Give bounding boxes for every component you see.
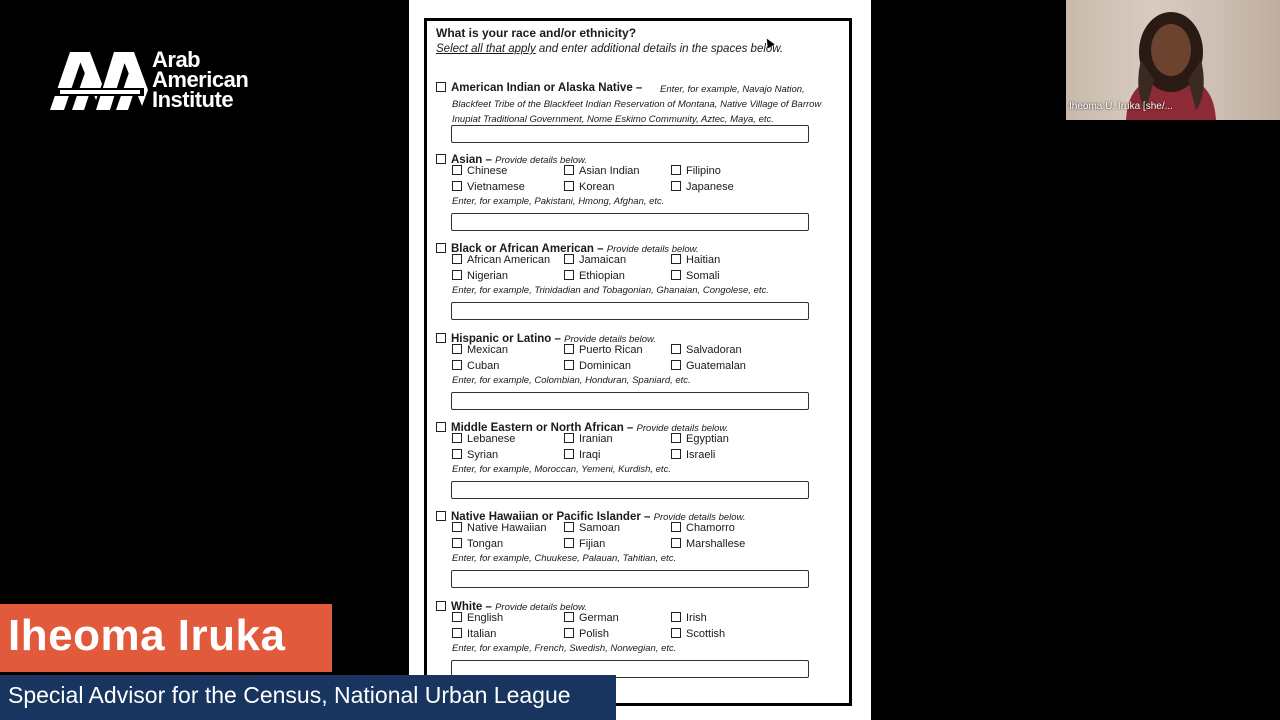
option-checkbox[interactable] (671, 538, 681, 548)
instruction-underlined: Select all that apply (436, 43, 536, 55)
option-item[interactable] (452, 612, 503, 624)
option-checkbox[interactable] (452, 449, 462, 459)
option-checkbox[interactable] (671, 254, 681, 264)
american-indian-desc: Enter, for example, Navajo Nation, Blackfeet Tribe of the Blackfeet Indian Reservation of Montana, Native Village of Barrow Inupiat Traditional Government, Nome Eskimo Community, Aztec, Maya, etc. (452, 84, 822, 125)
section-hint: Provide details below. (653, 512, 746, 523)
option-checkbox[interactable] (564, 433, 574, 443)
option-item[interactable] (671, 254, 720, 266)
section-checkbox[interactable] (436, 154, 446, 164)
option-item[interactable] (452, 433, 515, 445)
question-instruction (436, 43, 783, 55)
american-indian-label: American Indian or Alaska Native – (451, 82, 643, 94)
example-text: Enter, for example, Trinidadian and Tobagonian, Ghanaian, Congolese, etc. (452, 285, 769, 296)
section-hint: Provide details below. (606, 244, 699, 255)
option-item[interactable] (671, 360, 746, 372)
option-label: Iranian (579, 433, 613, 445)
example-text: Enter, for example, Chuukese, Palauan, Tahitian, etc. (452, 553, 677, 564)
option-item[interactable] (452, 165, 507, 177)
option-item[interactable] (564, 433, 613, 445)
option-checkbox[interactable] (564, 612, 574, 622)
details-entry-box[interactable] (451, 213, 809, 231)
example-text: Enter, for example, Moroccan, Yemeni, Kurdish, etc. (452, 464, 671, 475)
option-checkbox[interactable] (564, 181, 574, 191)
section-checkbox[interactable] (436, 422, 446, 432)
option-label: Syrian (467, 449, 499, 461)
option-item[interactable] (671, 165, 721, 177)
option-label: Japanese (686, 181, 734, 193)
option-checkbox[interactable] (452, 522, 462, 532)
option-checkbox[interactable] (452, 254, 462, 264)
option-checkbox[interactable] (452, 433, 462, 443)
option-label: Ethiopian (579, 270, 625, 282)
option-item[interactable] (452, 344, 508, 356)
option-checkbox[interactable] (452, 612, 462, 622)
option-label: Italian (467, 628, 497, 640)
example-text: Enter, for example, French, Swedish, Norwegian, etc. (452, 643, 677, 654)
option-checkbox[interactable] (452, 165, 462, 175)
section-label: Native Hawaiian or Pacific Islander – (451, 511, 654, 523)
option-item[interactable] (564, 538, 605, 550)
option-item[interactable] (671, 538, 745, 550)
option-label: Somali (686, 270, 720, 282)
option-item[interactable] (452, 360, 499, 372)
option-item[interactable] (452, 522, 546, 534)
option-item[interactable] (564, 612, 619, 624)
section-label: Middle Eastern or North African – (451, 422, 637, 434)
logo-line-3: Institute (152, 87, 234, 112)
participant-name-label: Iheoma U. Iruka [she/... (1069, 101, 1173, 112)
option-item[interactable] (671, 522, 735, 534)
details-entry-box[interactable] (451, 302, 809, 320)
logo-line-2: American (152, 67, 249, 92)
option-label: Nigerian (467, 270, 508, 282)
option-label: Samoan (579, 522, 620, 534)
instruction-rest: and enter additional details in the spaces below. (535, 43, 784, 55)
option-item[interactable] (671, 433, 729, 445)
option-checkbox[interactable] (671, 449, 681, 459)
option-label: Filipino (686, 165, 721, 177)
option-label: Irish (686, 612, 707, 624)
section-checkbox[interactable] (436, 601, 446, 611)
section-label: White – (451, 601, 496, 613)
option-checkbox[interactable] (671, 360, 681, 370)
option-item[interactable] (671, 628, 725, 640)
details-entry-box[interactable] (451, 570, 809, 588)
option-label: Fijian (579, 538, 606, 550)
option-item[interactable] (671, 270, 720, 282)
speaker-name: Iheoma Iruka (8, 611, 286, 660)
example-text: Enter, for example, Pakistani, Hmong, Afghan, etc. (452, 196, 665, 207)
option-label: Marshallese (686, 538, 746, 550)
option-checkbox[interactable] (671, 270, 681, 280)
option-checkbox[interactable] (564, 449, 574, 459)
section-hint: Provide details below. (495, 602, 587, 613)
logo-line-1: Arab (152, 47, 201, 72)
option-item[interactable] (564, 165, 640, 177)
option-label: Tongan (467, 538, 504, 550)
option-checkbox[interactable] (671, 181, 681, 191)
option-label: Jamaican (579, 254, 627, 266)
section-checkbox[interactable] (436, 511, 446, 521)
option-checkbox[interactable] (452, 270, 462, 280)
option-checkbox[interactable] (671, 433, 681, 443)
option-checkbox[interactable] (564, 522, 574, 532)
american-indian-entry-box[interactable] (451, 125, 809, 143)
aai-logo (50, 47, 250, 114)
section-label: Black or African American – (451, 243, 607, 255)
option-checkbox[interactable] (452, 538, 462, 548)
option-checkbox[interactable] (564, 344, 574, 354)
option-item[interactable] (452, 538, 503, 550)
option-label: Korean (579, 181, 615, 193)
option-label: Israeli (686, 449, 716, 461)
option-label: Mexican (467, 344, 508, 356)
option-item[interactable] (671, 344, 742, 356)
option-checkbox[interactable] (564, 270, 574, 280)
section-label: Asian – (451, 154, 496, 166)
option-item[interactable] (564, 254, 626, 266)
option-label: Egyptian (686, 433, 729, 445)
option-item[interactable] (452, 628, 496, 640)
option-checkbox[interactable] (452, 628, 462, 638)
option-label: Puerto Rican (579, 344, 643, 356)
option-checkbox[interactable] (564, 165, 574, 175)
option-label: Guatemalan (686, 360, 746, 372)
option-label: German (579, 612, 619, 624)
logo-wordmark (152, 47, 249, 112)
option-checkbox[interactable] (671, 612, 681, 622)
option-item[interactable] (564, 360, 631, 372)
section-checkbox[interactable] (436, 333, 446, 343)
option-checkbox[interactable] (671, 165, 681, 175)
option-checkbox[interactable] (671, 522, 681, 532)
option-label: Haitian (686, 254, 721, 266)
option-checkbox[interactable] (452, 181, 462, 191)
section-checkbox[interactable] (436, 243, 446, 253)
option-label: Lebanese (467, 433, 516, 445)
option-item[interactable] (564, 344, 643, 356)
option-label: English (467, 612, 504, 624)
option-item[interactable] (671, 612, 707, 624)
speaker-title: Special Advisor for the Census, National Urban League (8, 682, 571, 708)
option-label: Salvadoran (686, 344, 742, 356)
option-item[interactable] (452, 181, 525, 193)
aai-logo-icon (50, 50, 150, 112)
option-item[interactable] (671, 181, 734, 193)
section-hint: Provide details below. (636, 423, 729, 434)
question-title: What is your race and/or ethnicity? (436, 26, 637, 40)
participant-video[interactable] (1066, 0, 1280, 120)
option-item[interactable] (452, 254, 550, 266)
details-entry-box[interactable] (451, 481, 809, 499)
checkbox-american-indian[interactable] (436, 82, 446, 92)
option-label: Native Hawaiian (467, 522, 547, 534)
option-label: Scottish (686, 628, 726, 640)
section-hint: Provide details below. (495, 155, 587, 166)
option-checkbox[interactable] (452, 344, 462, 354)
option-checkbox[interactable] (564, 360, 574, 370)
option-item[interactable] (564, 449, 600, 461)
option-label: African American (467, 254, 551, 266)
option-label: Cuban (467, 360, 500, 372)
option-checkbox[interactable] (564, 628, 574, 638)
option-item[interactable] (564, 628, 609, 640)
option-item[interactable] (452, 270, 508, 282)
option-label: Chamorro (686, 522, 735, 534)
option-checkbox[interactable] (564, 254, 574, 264)
option-label: Iraqi (579, 449, 601, 461)
option-item[interactable] (671, 449, 715, 461)
example-text: Enter, for example, Colombian, Honduran, Spaniard, etc. (452, 375, 691, 386)
option-item[interactable] (564, 270, 625, 282)
option-label: Polish (579, 628, 609, 640)
option-item[interactable] (452, 449, 498, 461)
option-item[interactable] (564, 181, 614, 193)
section-label: Hispanic or Latino – (451, 333, 565, 345)
section-hint: Provide details below. (564, 334, 656, 345)
option-item[interactable] (564, 522, 620, 534)
option-checkbox[interactable] (564, 538, 574, 548)
option-label: Dominican (579, 360, 631, 372)
details-entry-box[interactable] (451, 392, 809, 410)
option-checkbox[interactable] (671, 628, 681, 638)
option-checkbox[interactable] (671, 344, 681, 354)
option-label: Chinese (467, 165, 508, 177)
option-checkbox[interactable] (452, 360, 462, 370)
option-label: Vietnamese (467, 181, 525, 193)
option-label: Asian Indian (579, 165, 640, 177)
